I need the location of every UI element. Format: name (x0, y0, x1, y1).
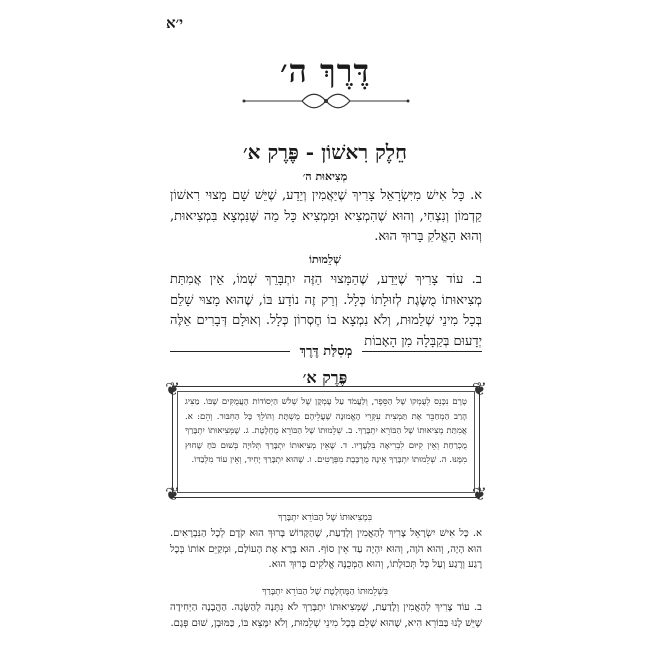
chapter-title: פֶּרֶק א׳ (302, 368, 348, 387)
section-paragraph: ב. עוֹד צָרִיךְ שֶׁיֵּדַע, שֶׁהַמָּצוּי הַזֶּה יִתְבָּרֵךְ שְׁמוֹ, אֵין אֲמִתַּת מְצִיאוּתוֹ מֻשֶּׂגֶת לְזוּלָתוֹ כְּלָל. וְרַק זֶה נוֹדָע בּוֹ, שֶׁהוּא מָצוּי שָׁלֵם בְּכָל מִינֵי שְׁלֵמוּת, וְלֹא נִמְצָא בוֹ חֶסְרוֹן כְּלָל. וְאוּלָם דְּבָרִים אֵלֶּה יְדָעוּם בְּקַבָּלָה מִן הָאָבוֹת (170, 272, 482, 349)
commentary-paragraph: א. כָּל אִישׁ יִשְׂרָאֵל צָרִיךְ לְהַאֲמִין וְלָדַעַת, שֶׁהַקָּדוֹשׁ בָּרוּךְ הוּא קֹדֶם לְכָל הַנִּבְרָאִים. הוּא הָיָה, וְהוּא הֹוֶה, וְהוּא יִהְיֶה עַד אֵין סוֹף. הוּא בָּרָא אֶת הָעוֹלָם, וּמְקַיֵּם אוֹתוֹ בְּכָל רֶגַע וְרֶגַע וְעַל כָּל תְּכוּלָתוֹ, וְהוּא הַמְּכֻנֶּה אֱלֹקִים בָּרוּךְ הוּא. (170, 528, 482, 570)
section-heading: מְצִיאוּת ה׳ (302, 170, 348, 183)
section-heading: שְׁלֵמוּתוֹ (309, 253, 341, 266)
part-title: חֵלֶק רִאשׁוֹן - פֶּרֶק א׳ (243, 140, 407, 164)
title-ornament (238, 90, 414, 112)
section-paragraph: א. כָּל אִישׁ מִיִּשְׂרָאֵל צָרִיךְ שֶׁיַּאֲמִין וְיֵדַע, שֶׁיֵּשׁ שָׁם מָצוּי רִאשׁוֹן קַדְמוֹן וְנִצְחִי, וְהוּא שֶׁהִמְצִיא וּמַמְצִיא כָּל מַה שֶּׁנִּמְצָא בִּמְצִיאוּת, וְהוּא הָאֱלֹקִ בָּרוּךְ הוּא. (170, 188, 482, 244)
commentary-paragraph: ב. עוֹד צָרִיךְ לְהַאֲמִין וְלָדַעַת, שֶׁמְּצִיאוּתוֹ יִתְבָּרַךְ לֹא נִתְּנָה לְהַשָּׂגָה. הַהֲבָנָה הַיְּחִידָה שֶׁיֵּשׁ לָנוּ בַּבּוֹרֵא הִיא, שֶׁהוּא שָׁלֵם בְּכָל מִינֵי שְׁלֵמוּת, וְלֹא יִמָּצֵא בּוֹ, כַּמּוּבָן, שׁוּם פְּגָם. (170, 602, 482, 629)
divider-label: מְסִלַּת דֶּרֶךְ (290, 344, 363, 359)
corner-ornament-icon: ❦ (471, 379, 487, 400)
section-divider (170, 345, 482, 359)
commentary-heading: בִּמְצִיאוּתוֹ שֶׁל הַבּוֹרֵא יִתְבָּרַךְ (277, 513, 373, 523)
book-title: דֶּרֶךְ ה׳ (280, 52, 370, 90)
commentary-heading: בִּשְׁלֵמוּתוֹ הַמֻּחְלֶטֶת שֶׁל הַבּוֹרֵא יִתְבָּרַךְ (261, 587, 388, 597)
corner-ornament-icon: ❦ (471, 484, 487, 505)
summary-text: טֶרֶם נִכָּנֵס לְעֻמְקוֹ שֶׁל הַסֵּפֶר, וְלַעֲמֹד עַל עָמְקָן שֶׁל שְׁלֹשׁ הַיְסוֹדוֹת הָעֲמֻקִּים שֶׁבּוֹ. מַצִּיג הָרַב הַמְחַבֵּר אֶת תַּמְצִית עִקְּרֵי הָאֱמוּנָה שֶׁעֲלֵיהֶם מֻשְׁתָּת וְהוֹלֵךְ כָּל הַחִבּוּר. וְהֵם: א. אֲמִתַּת מְצִיאוּתוֹ שֶׁל הַבּוֹרֵא יִתְבָּרַךְ. ב. שְׁלֵמוּתוֹ שֶׁל הַבּוֹרֵא מֻחְלֶטֶת. ג. שֶׁמְּצִיאוּתוֹ יִתְבָּרַךְ מֻכְרַחַת וְאֵין קִיּוּם לִבְרִיאָה בִּלְעָדָיו. ד. שֶׁאֵין מְצִיאוּתוֹ יִתְבָּרַךְ תְּלוּיָה בְּשׁוּם כֹּחַ שֶׁחוּץ מִמֶּנּוּ. ה. שְׁלֵמוּתוֹ יִתְבָּרַךְ אֵינָהּ מֻרְכֶּבֶת מִפְּרָטִים. ו. שֶׁהוּא יִתְבָּרַךְ יָחִיד, וְאֵין עוֹד מִלְבַדּוֹ. (185, 397, 467, 465)
page-number: י׳א (166, 14, 184, 32)
corner-ornament-icon: ❦ (165, 379, 181, 400)
corner-ornament-icon: ❦ (165, 484, 181, 505)
summary-box (165, 379, 487, 505)
